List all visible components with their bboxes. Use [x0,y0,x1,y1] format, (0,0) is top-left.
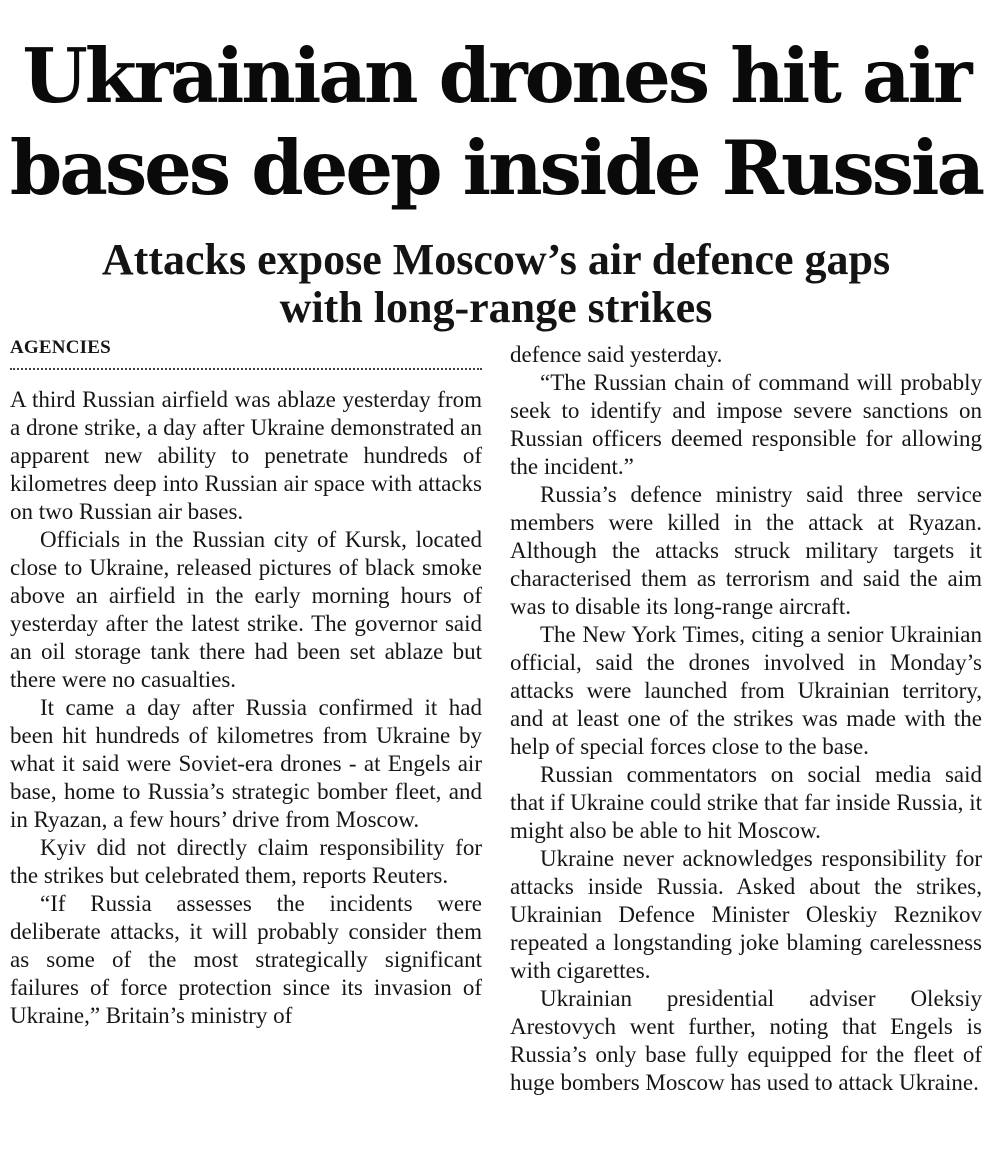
article-column-left [10,336,482,1030]
headline-line-1: Ukrainian drones hit air [22,32,970,120]
paragraph: Ukraine never acknowledges responsibility for attacks inside Russia. Asked about the strikes, Ukrainian Defence Minister Oleskiy Reznikov repeated a longstanding joke blaming carelessness with cigarettes. [510,846,982,983]
paragraph: Kyiv did not directly claim responsibility for the strikes but celebrated them, reports Reuters. [10,835,482,888]
subheadline-line-2: with long-range strikes [279,283,713,332]
paragraph: Russian commentators on social media said that if Ukraine could strike that far inside Russia, it might also be able to hit Moscow. [510,762,982,843]
headline-line-2: bases deep inside Russia [9,124,983,212]
paragraph: Ukrainian presidential adviser Oleksiy Arestovych went further, noting that Engels is Russia’s only base fully equipped for the fleet of huge bombers Moscow has used to attack Ukraine. [510,986,982,1095]
paragraph-continued: defence said yesterday. [510,342,723,367]
paragraph: It came a day after Russia confirmed it had been hit hundreds of kilometres from Ukraine by what it said were Soviet-era drones - at Engels air base, home to Russia’s strategic bomber fleet, and in Ryazan, a few hours’ drive from Moscow. [10,695,482,832]
article-column-right [510,341,982,1097]
byline: AGENCIES [10,336,482,370]
headline [0,30,992,214]
subheadline [0,236,992,332]
paragraph: A third Russian airfield was ablaze yesterday from a drone strike, a day after Ukraine demonstrated an apparent new ability to penetrate hundreds of kilometres deep into Russian air space with attacks on two Russian air bases. [10,387,482,524]
paragraph: The New York Times, citing a senior Ukrainian official, said the drones involved in Monday’s attacks were launched from Ukrainian territory, and at least one of the strikes was made with the help of special forces close to the base. [510,622,982,759]
paragraph: Russia’s defence ministry said three service members were killed in the attack at Ryazan. Although the attacks struck military targets it characterised them as terrorism and said the aim was to disable its long-range aircraft. [510,482,982,619]
paragraph: “The Russian chain of command will probably seek to identify and impose severe sanctions on Russian officers deemed responsible for allowing the incident.” [510,370,982,479]
paragraph: “If Russia assesses the incidents were deliberate attacks, it will probably consider them as some of the most strategically significant failures of force protection since its invasion of Ukraine,” Britain’s ministry of [10,891,482,1028]
subheadline-line-1: Attacks expose Moscow’s air defence gaps [101,235,891,284]
paragraph: Officials in the Russian city of Kursk, located close to Ukraine, released pictures of black smoke above an airfield in the early morning hours of yesterday after the latest strike. The governor said an oil storage tank there had been set ablaze but there were no casualties. [10,527,482,692]
